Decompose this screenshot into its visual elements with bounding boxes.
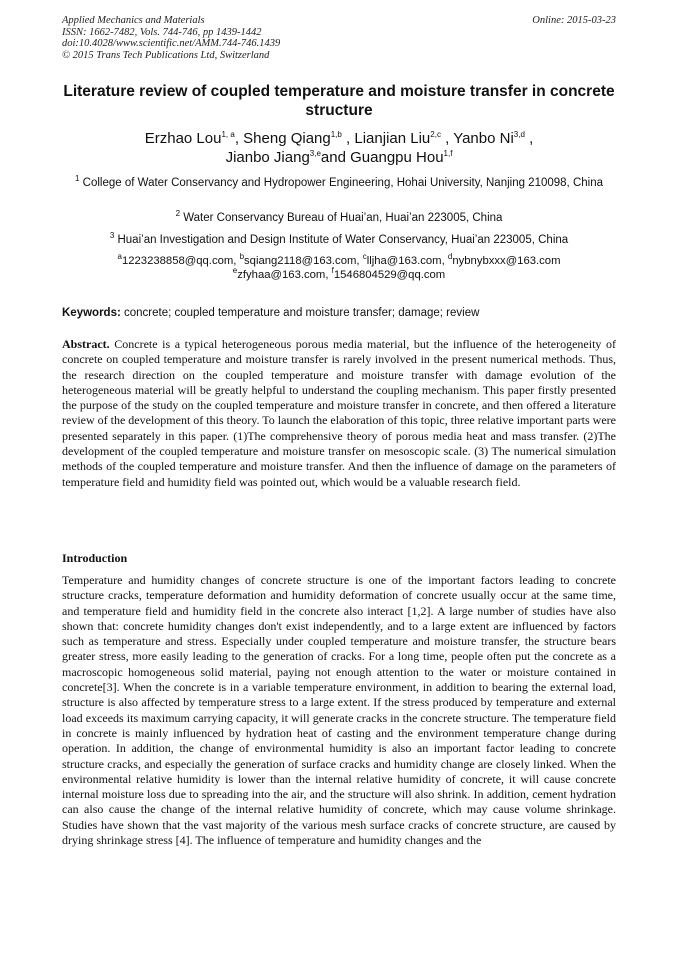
author-affiliation-mark: 1,f xyxy=(443,149,453,158)
author-affiliation-mark: 3,e xyxy=(309,149,321,158)
section-heading: Introduction xyxy=(62,551,128,565)
email-address[interactable]: nybnybxxx@163.com xyxy=(452,255,561,267)
email-mark: f xyxy=(331,266,334,276)
paper-title: Literature review of coupled temperature and moisture transfer in concrete structure xyxy=(63,83,615,119)
author-name: Yanbo Ni xyxy=(453,130,514,147)
author-name: Guangpu Hou xyxy=(350,149,444,166)
author-affiliation-mark: 2,c xyxy=(430,130,441,139)
email-mark: a xyxy=(117,252,122,262)
email-address[interactable]: 1546804529@qq.com xyxy=(333,269,446,281)
affiliation-mark: 2 xyxy=(175,209,181,219)
abstract xyxy=(62,337,616,490)
introduction-text: Temperature and humidity changes of concrete structure is one of the important factors leading to concrete structure cracks, temperature deformation and humidity deformation of concrete usually occur at the same time, and temperature field and humidity field in the concrete also interact [1,2]. A large number of studies have also shown that: concrete humidity changes don't exist independently, and to a large extent are influenced by factors such as temperature and stress. Especially under coupled temperature and moisture transfer, the structure bears greater stress, more easily leading to the generation of cracks. For a long time, people often put the concrete as a macroscopic homogeneous solid material, paying not enough attention to the water or moisture contained in concrete[3]. When the concrete is in a variable temperature environment, in addition to bearing the external load, structure is also affected by temperature stress to a large extent. If the stress produced by temperature and external load exceeds its maximum carrying capacity, it will generate cracks in the concrete structure. The temperature field in concrete is mainly influenced by hydration heat of casting and the environment temperature change during operation. In addition, the change of environmental humidity is also an important factor leading to concrete structure cracks, and especially the generation of surface cracks and humidity change are closely linked. When the environmental relative humidity is lower than the internal relative humidity of concrete, it will cause concrete internal moisture loss due to spreading into the air, and the structure will also shrink. In addition, cement hydration can also cause the change of the internal relative humidity of concrete, which may cause volume shrinkage. Studies have shown that the vast majority of the various mesh surface cracks of concrete structure, are caused by drying shrinkage stress [4]. The influence of temperature and humidity changes and the xyxy=(62,573,616,848)
abstract-label: Abstract. xyxy=(62,337,110,351)
keywords-text: concrete; coupled temperature and moisture transfer; damage; review xyxy=(120,307,480,319)
author-name: Sheng Qiang xyxy=(243,130,331,147)
author-affiliation-mark: 3,d xyxy=(513,130,525,139)
affiliation-text: Water Conservancy Bureau of Huai’an, Huai’an 223005, China xyxy=(183,212,503,224)
affiliation-mark: 1 xyxy=(75,174,80,184)
journal-header xyxy=(62,15,616,61)
affiliation-text: Huai’an Investigation and Design Institute of Water Conservancy, Huai’an 223005, China xyxy=(117,234,569,246)
email-address[interactable]: lljha@163.com xyxy=(366,255,442,267)
abstract-text: Concrete is a typical heterogeneous porous media material, but the influence of the heterogeneity of concrete on coupled temperature and moisture transfer is rarely involved in the present numerical methods. Thus, the research direction on the coupled temperature and moisture transfer with damage evolution of the heterogeneous material will be greatly helpful to understand the coupling mechanism. This paper firstly presented the purpose of the study on the coupled temperature and moisture transfer in concrete, and then offered a literature review of the development of this theory. To launch the elaboration of this topic, three relative important parts were presented separately in this paper. (1)The comprehensive theory of porous media heat and mass transfer. (2)The development of the coupled temperature and moisture transfer on mesoscopic scale. (3) The numerical simulation methods of the coupled temperature and moisture transfer. And then the influence of damage on the parameters of temperature field and humidity field was pointed out, which would be a valuable research field. xyxy=(62,337,616,489)
keywords-label: Keywords: xyxy=(62,307,121,319)
affiliation-text: College of Water Conservancy and Hydropower Engineering, Hohai University, Nanjing 210098, China xyxy=(82,177,603,189)
author-affiliation-mark: 1, a xyxy=(221,130,235,139)
keywords xyxy=(62,306,616,320)
author-emails: $^a$1223238858@qq.com, $^b$sqiang2118@163.com, $^c$lljha@163.com, $^d$nybnybxxx@163.com $^e$zfyhaa@163.com, $^f$1546804529@qq.com xyxy=(117,252,561,281)
affiliation xyxy=(62,176,616,191)
online-date: Online: 2015-03-23 xyxy=(532,15,616,26)
journal-doi: doi:10.4028/www.scientific.net/AMM.744-746.1439 xyxy=(62,38,281,49)
email-address[interactable]: sqiang2118@163.com xyxy=(244,255,357,267)
author-name: Erzhao Lou xyxy=(144,130,222,147)
affiliation xyxy=(62,211,616,226)
author-name: Lianjian Liu xyxy=(354,130,431,147)
journal-copyright: © 2015 Trans Tech Publications Ltd, Switzerland xyxy=(62,49,270,61)
journal-name: Applied Mechanics and Materials xyxy=(62,15,205,26)
email-address[interactable]: 1223238858@qq.com xyxy=(121,255,234,267)
author-list: Erzhao Lou$^{1, a}$, Sheng Qiang$^{1,b}$ , Lianjian Liu$^{2,c}$ , Yanbo Ni$^{3,d}$ , Jianbo Jiang$^{3,e}$and Guangpu Hou$^{1,f}$ xyxy=(144,130,534,166)
email-mark: b xyxy=(239,252,245,262)
email-mark: e xyxy=(232,266,238,276)
email-mark: d xyxy=(447,252,453,262)
affiliation xyxy=(62,233,616,248)
affiliation-mark: 3 xyxy=(109,231,115,241)
email-mark: c xyxy=(362,252,367,262)
journal-issn: ISSN: 1662-7482, Vols. 744-746, pp 1439-1442 xyxy=(62,26,262,38)
author-name: Jianbo Jiang xyxy=(225,149,310,166)
author-affiliation-mark: 1,b xyxy=(330,130,342,139)
email-address[interactable]: zfyhaa@163.com xyxy=(237,269,326,281)
